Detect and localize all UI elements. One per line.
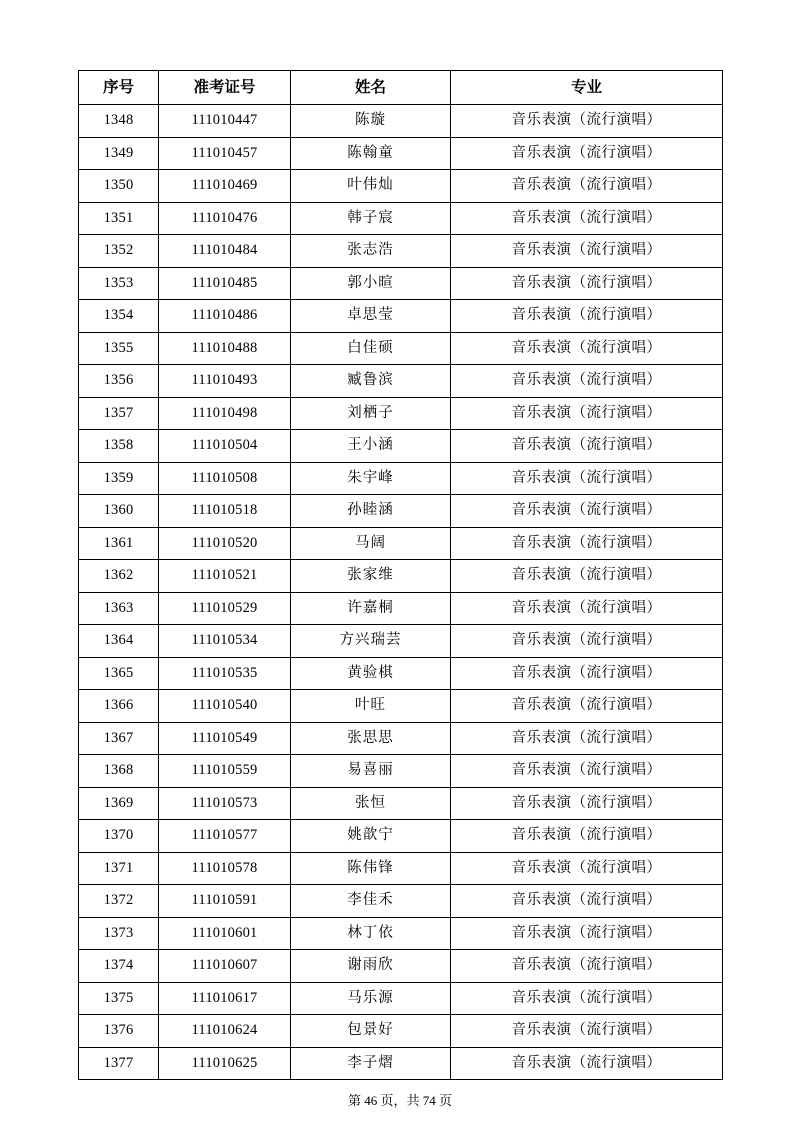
table-row (79, 462, 723, 495)
cell-ticket: 111010601 (159, 917, 291, 950)
cell-name: 孙睦涵 (291, 495, 451, 528)
table-row (79, 137, 723, 170)
cell-ticket: 111010488 (159, 332, 291, 365)
cell-name: 马阔 (291, 527, 451, 560)
cell-major: 音乐表演（流行演唱） (451, 527, 723, 560)
cell-ticket: 111010607 (159, 950, 291, 983)
cell-index: 1364 (79, 625, 159, 658)
cell-ticket: 111010540 (159, 690, 291, 723)
cell-major: 音乐表演（流行演唱） (451, 170, 723, 203)
cell-index: 1353 (79, 267, 159, 300)
cell-index: 1358 (79, 430, 159, 463)
cell-major: 音乐表演（流行演唱） (451, 885, 723, 918)
cell-ticket: 111010534 (159, 625, 291, 658)
table-row (79, 560, 723, 593)
cell-name: 包景好 (291, 1015, 451, 1048)
cell-major: 音乐表演（流行演唱） (451, 560, 723, 593)
page-number-text: 第 46 页，共 74 页 (347, 1093, 452, 1108)
table-row (79, 430, 723, 463)
table-row (79, 982, 723, 1015)
cell-major: 音乐表演（流行演唱） (451, 820, 723, 853)
cell-ticket: 111010508 (159, 462, 291, 495)
cell-index: 1360 (79, 495, 159, 528)
cell-major: 音乐表演（流行演唱） (451, 917, 723, 950)
cell-major: 音乐表演（流行演唱） (451, 495, 723, 528)
table-row (79, 495, 723, 528)
cell-ticket: 111010529 (159, 592, 291, 625)
cell-ticket: 111010504 (159, 430, 291, 463)
cell-index: 1377 (79, 1047, 159, 1080)
cell-name: 张志浩 (291, 235, 451, 268)
table-row (79, 625, 723, 658)
cell-ticket: 111010520 (159, 527, 291, 560)
cell-ticket: 111010624 (159, 1015, 291, 1048)
cell-ticket: 111010617 (159, 982, 291, 1015)
cell-index: 1355 (79, 332, 159, 365)
cell-index: 1376 (79, 1015, 159, 1048)
cell-name: 许嘉桐 (291, 592, 451, 625)
table-row (79, 787, 723, 820)
table-row (79, 1047, 723, 1080)
cell-ticket: 111010578 (159, 852, 291, 885)
cell-name: 易喜丽 (291, 755, 451, 788)
cell-ticket: 111010469 (159, 170, 291, 203)
cell-ticket: 111010559 (159, 755, 291, 788)
cell-ticket: 111010573 (159, 787, 291, 820)
table-row (79, 690, 723, 723)
cell-major: 音乐表演（流行演唱） (451, 430, 723, 463)
cell-name: 卓思莹 (291, 300, 451, 333)
table-row (79, 397, 723, 430)
table-row (79, 852, 723, 885)
cell-name: 李子熠 (291, 1047, 451, 1080)
table-row (79, 820, 723, 853)
cell-index: 1372 (79, 885, 159, 918)
cell-major: 音乐表演（流行演唱） (451, 982, 723, 1015)
cell-index: 1359 (79, 462, 159, 495)
cell-ticket: 111010591 (159, 885, 291, 918)
cell-major: 音乐表演（流行演唱） (451, 1015, 723, 1048)
table-row (79, 365, 723, 398)
cell-index: 1363 (79, 592, 159, 625)
cell-index: 1373 (79, 917, 159, 950)
cell-major: 音乐表演（流行演唱） (451, 462, 723, 495)
table-row (79, 332, 723, 365)
cell-major: 音乐表演（流行演唱） (451, 625, 723, 658)
cell-name: 朱宇峰 (291, 462, 451, 495)
cell-index: 1368 (79, 755, 159, 788)
cell-name: 马乐源 (291, 982, 451, 1015)
cell-name: 张恒 (291, 787, 451, 820)
cell-index: 1348 (79, 105, 159, 138)
cell-major: 音乐表演（流行演唱） (451, 397, 723, 430)
cell-index: 1361 (79, 527, 159, 560)
cell-major: 音乐表演（流行演唱） (451, 202, 723, 235)
cell-major: 音乐表演（流行演唱） (451, 267, 723, 300)
cell-name: 李佳禾 (291, 885, 451, 918)
table-row (79, 267, 723, 300)
cell-major: 音乐表演（流行演唱） (451, 592, 723, 625)
cell-index: 1356 (79, 365, 159, 398)
table-row (79, 105, 723, 138)
cell-major: 音乐表演（流行演唱） (451, 755, 723, 788)
table-header-row (79, 71, 723, 105)
candidate-roster-table (78, 70, 723, 1080)
cell-ticket: 111010625 (159, 1047, 291, 1080)
cell-ticket: 111010447 (159, 105, 291, 138)
cell-index: 1349 (79, 137, 159, 170)
cell-index: 1374 (79, 950, 159, 983)
cell-index: 1366 (79, 690, 159, 723)
cell-index: 1371 (79, 852, 159, 885)
cell-ticket: 111010457 (159, 137, 291, 170)
page-footer (0, 1090, 800, 1109)
cell-index: 1362 (79, 560, 159, 593)
table-row (79, 202, 723, 235)
cell-ticket: 111010476 (159, 202, 291, 235)
cell-name: 姚歆宁 (291, 820, 451, 853)
table-row (79, 722, 723, 755)
cell-name: 张家维 (291, 560, 451, 593)
cell-index: 1351 (79, 202, 159, 235)
cell-major: 音乐表演（流行演唱） (451, 105, 723, 138)
cell-ticket: 111010485 (159, 267, 291, 300)
cell-index: 1375 (79, 982, 159, 1015)
table-row (79, 170, 723, 203)
cell-index: 1354 (79, 300, 159, 333)
cell-ticket: 111010493 (159, 365, 291, 398)
cell-major: 音乐表演（流行演唱） (451, 657, 723, 690)
cell-name: 方兴瑞芸 (291, 625, 451, 658)
cell-name: 黄验棋 (291, 657, 451, 690)
cell-ticket: 111010486 (159, 300, 291, 333)
cell-index: 1352 (79, 235, 159, 268)
cell-ticket: 111010498 (159, 397, 291, 430)
table-row (79, 300, 723, 333)
cell-name: 林丁依 (291, 917, 451, 950)
cell-major: 音乐表演（流行演唱） (451, 950, 723, 983)
cell-name: 白佳硕 (291, 332, 451, 365)
cell-ticket: 111010549 (159, 722, 291, 755)
cell-name: 张思思 (291, 722, 451, 755)
cell-name: 刘栖子 (291, 397, 451, 430)
cell-ticket: 111010577 (159, 820, 291, 853)
cell-name: 陈翰童 (291, 137, 451, 170)
cell-ticket: 111010521 (159, 560, 291, 593)
table-row (79, 885, 723, 918)
cell-major: 音乐表演（流行演唱） (451, 365, 723, 398)
cell-ticket: 111010535 (159, 657, 291, 690)
column-header-index: 序号 (79, 71, 159, 105)
table-row (79, 235, 723, 268)
table-row (79, 1015, 723, 1048)
cell-major: 音乐表演（流行演唱） (451, 787, 723, 820)
cell-major: 音乐表演（流行演唱） (451, 690, 723, 723)
cell-ticket: 111010518 (159, 495, 291, 528)
cell-name: 王小涵 (291, 430, 451, 463)
cell-major: 音乐表演（流行演唱） (451, 300, 723, 333)
cell-major: 音乐表演（流行演唱） (451, 852, 723, 885)
column-header-name: 姓名 (291, 71, 451, 105)
cell-name: 陈璇 (291, 105, 451, 138)
cell-name: 叶伟灿 (291, 170, 451, 203)
cell-major: 音乐表演（流行演唱） (451, 235, 723, 268)
cell-major: 音乐表演（流行演唱） (451, 722, 723, 755)
column-header-ticket: 准考证号 (159, 71, 291, 105)
table-row (79, 527, 723, 560)
cell-index: 1365 (79, 657, 159, 690)
cell-major: 音乐表演（流行演唱） (451, 332, 723, 365)
table-row (79, 917, 723, 950)
column-header-major: 专业 (451, 71, 723, 105)
cell-index: 1357 (79, 397, 159, 430)
table-row (79, 657, 723, 690)
cell-major: 音乐表演（流行演唱） (451, 137, 723, 170)
cell-name: 叶旺 (291, 690, 451, 723)
cell-index: 1350 (79, 170, 159, 203)
table-row (79, 950, 723, 983)
cell-name: 臧鲁滨 (291, 365, 451, 398)
table-header (79, 71, 723, 105)
cell-name: 郭小暄 (291, 267, 451, 300)
cell-name: 陈伟锋 (291, 852, 451, 885)
table-body (79, 105, 723, 1080)
cell-index: 1367 (79, 722, 159, 755)
cell-major: 音乐表演（流行演唱） (451, 1047, 723, 1080)
cell-index: 1370 (79, 820, 159, 853)
cell-index: 1369 (79, 787, 159, 820)
cell-name: 谢雨欣 (291, 950, 451, 983)
table-row (79, 592, 723, 625)
cell-name: 韩子宸 (291, 202, 451, 235)
table-row (79, 755, 723, 788)
cell-ticket: 111010484 (159, 235, 291, 268)
